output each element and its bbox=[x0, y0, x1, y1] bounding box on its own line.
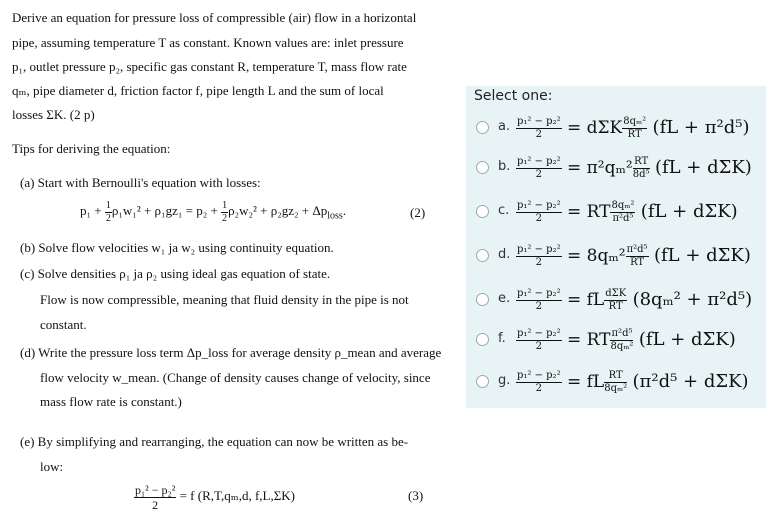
radio-option-g[interactable] bbox=[476, 375, 489, 388]
problem-line-1: Derive an equation for pressure loss of compressible (air) flow in a horizontal bbox=[12, 10, 417, 25]
equation-number-3: (3) bbox=[408, 488, 424, 503]
step-d-line-1: (d) Write the pressure loss term Δp_loss for average density ρ_mean and average bbox=[20, 345, 442, 360]
option-c[interactable] bbox=[472, 200, 762, 230]
radio-option-a[interactable] bbox=[476, 121, 489, 134]
note-line-2: constant. bbox=[40, 317, 87, 332]
option-d-letter: d. bbox=[498, 247, 511, 262]
option-g-letter: g. bbox=[498, 373, 511, 388]
option-a-formula: $\frac{\text{p₁² − p₂²}}{2}$ = dΣK $\frac{\text{8qₘ²}}{RT}$ (fL + π²d⁵) bbox=[517, 116, 750, 140]
option-f[interactable] bbox=[472, 328, 762, 358]
radio-option-b[interactable] bbox=[476, 161, 489, 174]
radio-option-e[interactable] bbox=[476, 293, 489, 306]
step-a: (a) Start with Bernoulli's equation with losses: bbox=[20, 175, 261, 190]
option-d-formula: $\frac{\text{p₁² − p₂²}}{2}$ = 8qₘ² $\frac{\text{π²d⁵}}{RT}$ (fL + dΣK) bbox=[517, 244, 751, 268]
option-c-letter: c. bbox=[498, 203, 510, 218]
answer-options-panel bbox=[466, 86, 766, 408]
option-d[interactable] bbox=[472, 244, 762, 274]
option-b[interactable] bbox=[472, 156, 762, 186]
step-e-line-1: (e) By simplifying and rearranging, the equation can now be written as be- bbox=[20, 434, 409, 449]
option-c-formula: $\frac{\text{p₁² − p₂²}}{2}$ = RT $\frac{\text{8qₘ²}}{\text{π²d⁵}}$ (fL + dΣK) bbox=[517, 200, 738, 224]
step-d-line-2: flow velocity w_mean. (Change of density causes change of velocity, since bbox=[40, 370, 431, 385]
select-one-label: Select one: bbox=[474, 88, 553, 104]
option-e-formula: $\frac{\text{p₁² − p₂²}}{2}$ = fL $\frac{\text{dΣK}}{RT}$ (8qₘ² + π²d⁵) bbox=[517, 288, 753, 312]
option-e[interactable] bbox=[472, 288, 762, 318]
step-b: (b) Solve flow velocities w₁ ja w₂ using continuity equation. bbox=[20, 240, 334, 255]
step-d-line-3: mass flow rate is constant.) bbox=[40, 394, 182, 409]
option-g[interactable] bbox=[472, 370, 762, 400]
option-a-letter: a. bbox=[498, 119, 511, 134]
problem-line-3: p₁, outlet pressure p₂, specific gas constant R, temperature T, mass flow rate bbox=[12, 59, 407, 74]
radio-option-c[interactable] bbox=[476, 205, 489, 218]
target-equation: $\frac{\text{p₁² − p₂²}}{2}$ = f (R,T,qₘ,d, f,L,ΣK) bbox=[135, 482, 296, 512]
option-f-formula: $\frac{\text{p₁² − p₂²}}{2}$ = RT $\frac{\text{π²d⁵}}{\text{8qₘ²}}$ (fL + dΣK) bbox=[517, 328, 736, 352]
option-e-letter: e. bbox=[498, 291, 511, 306]
option-b-formula: $\frac{\text{p₁² − p₂²}}{2}$ = π²qₘ² $\frac{RT}{\text{8d⁵}}$ (fL + dΣK) bbox=[517, 156, 752, 180]
radio-option-d[interactable] bbox=[476, 249, 489, 262]
bernoulli-equation: p₁ + $\frac{1}{2}$ ρ₁w₁² + ρ₁gz₁ = p₂ + $\frac{1}{2}$ $\rho_2w_2^2 + \rho_2gz_2 + \Delta p_{loss}$. bbox=[80, 199, 347, 224]
problem-line-4: qₘ, pipe diameter d, friction factor f, pipe length L and the sum of local bbox=[12, 83, 384, 98]
problem-line-5: losses ΣK. (2 p) bbox=[12, 107, 95, 122]
option-a[interactable] bbox=[472, 116, 762, 146]
step-c: (c) Solve densities ρ₁ ja ρ₂ using ideal gas equation of state. bbox=[20, 266, 331, 281]
problem-line-2: pipe, assuming temperature T as constant. Known values are: inlet pressure bbox=[12, 35, 404, 50]
option-g-formula: $\frac{\text{p₁² − p₂²}}{2}$ = fL $\frac{RT}{\text{8qₘ²}}$ (π²d⁵ + dΣK) bbox=[517, 370, 749, 394]
option-f-letter: f. bbox=[498, 331, 506, 346]
note-line-1: Flow is now compressible, meaning that fluid density in the pipe is not bbox=[40, 292, 409, 307]
step-e-line-2: low: bbox=[40, 459, 64, 474]
radio-option-f[interactable] bbox=[476, 333, 489, 346]
option-b-letter: b. bbox=[498, 159, 511, 174]
equation-number-2: (2) bbox=[410, 205, 426, 220]
tips-heading: Tips for deriving the equation: bbox=[12, 141, 171, 156]
